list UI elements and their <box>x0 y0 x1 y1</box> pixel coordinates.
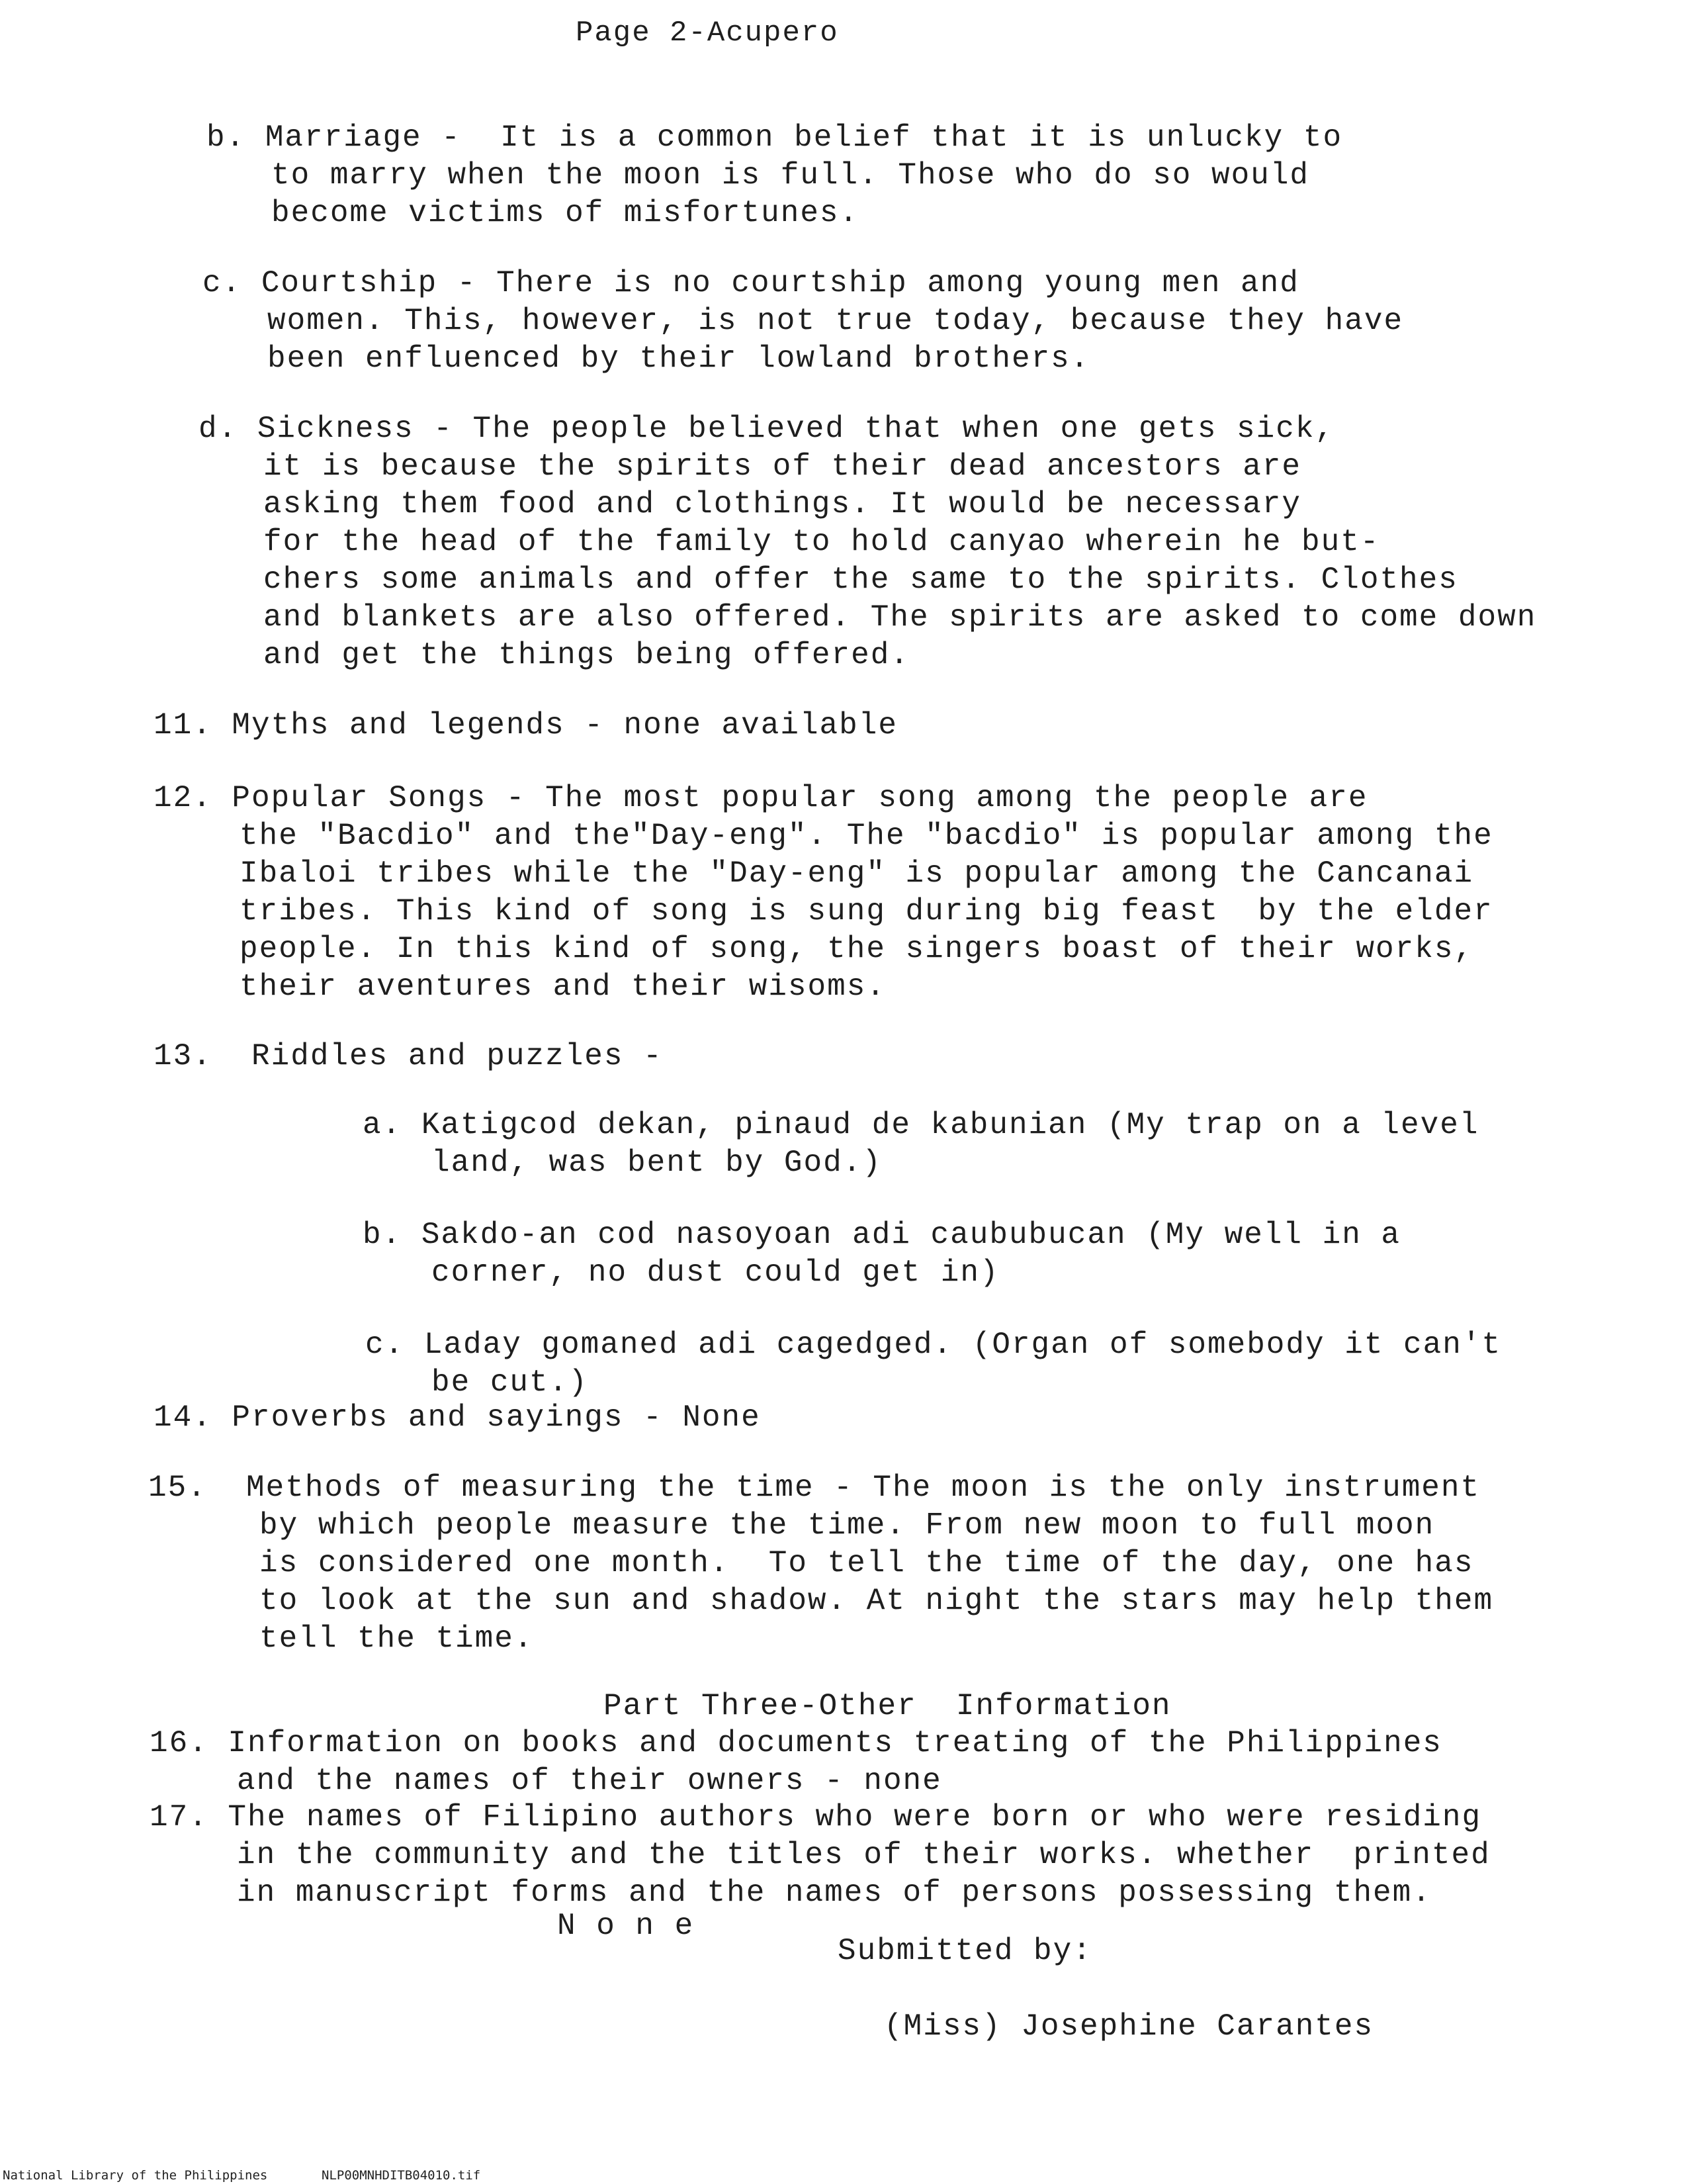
riddle-c-line-1: c. Laday gomaned adi cagedged. (Organ of somebody it can't <box>365 1328 1502 1362</box>
item-d-line-7: and get the things being offered. <box>263 638 910 672</box>
item-d-line-3: asking them food and clothings. It would be necessary <box>263 487 1302 522</box>
item-15-line-3: is considered one month. To tell the time of the day, one has <box>259 1546 1474 1580</box>
item-d-line-5: chers some animals and offer the same to the spirits. Clothes <box>263 563 1458 597</box>
item-d-line-4: for the head of the family to hold canyao wherein he but- <box>263 525 1380 559</box>
item-15-line-4: to look at the sun and shadow. At night the stars may help them <box>259 1584 1494 1618</box>
item-b-line-1: b. Marriage - It is a common belief that it is unlucky to <box>206 120 1343 155</box>
footer-library: National Library of the Philippines <box>3 2168 268 2183</box>
item-17-line-1: 17. The names of Filipino authors who were born or who were residing <box>150 1800 1482 1835</box>
item-d-line-1: d. Sickness - The people believed that when one gets sick, <box>198 412 1335 446</box>
item-13: 13. Riddles and puzzles - <box>153 1039 663 1073</box>
item-c-line-2: women. This, however, is not true today, because they have <box>267 304 1404 338</box>
riddle-a-line-2: land, was bent by God.) <box>431 1146 882 1180</box>
item-12-line-1: 12. Popular Songs - The most popular song among the people are <box>153 781 1368 815</box>
item-b-line-3: become victims of misfortunes. <box>271 196 859 230</box>
signature-name: (Miss) Josephine Carantes <box>884 2009 1374 2044</box>
item-11: 11. Myths and legends - none available <box>153 708 898 743</box>
item-d-line-6: and blankets are also offered. The spirits are asked to come down <box>263 600 1537 635</box>
item-d-line-2: it is because the spirits of their dead ancestors are <box>263 449 1302 484</box>
item-16-line-2: and the names of their owners - none <box>237 1764 942 1798</box>
riddle-c-line-2: be cut.) <box>431 1365 588 1400</box>
item-12-line-2: the "Bacdio" and the"Day-eng". The "bacdio" is popular among the <box>240 819 1493 853</box>
riddle-b-line-1: b. Sakdo-an cod nasoyoan adi caububucan (My well in a <box>363 1218 1401 1252</box>
item-12-line-5: people. In this kind of song, the singers boast of their works, <box>240 932 1474 966</box>
part-three-heading: Part Three-Other Information <box>603 1689 1172 1723</box>
item-17-line-3: in manuscript forms and the names of persons possessing them. <box>237 1876 1432 1910</box>
item-12-line-4: tribes. This kind of song is sung during big feast by the elder <box>240 894 1493 929</box>
item-c-line-3: been enfluenced by their lowland brothers. <box>267 341 1090 376</box>
item-b-line-2: to marry when the moon is full. Those who do so would <box>271 158 1310 193</box>
item-15-line-2: by which people measure the time. From new moon to full moon <box>259 1508 1435 1543</box>
submitted-by: Submitted by: <box>838 1934 1092 1968</box>
item-17-line-2: in the community and the titles of their works. whether printed <box>237 1838 1491 1872</box>
item-12-line-6: their aventures and their wisoms. <box>240 970 886 1004</box>
item-16-line-1: 16. Information on books and documents treating of the Philippines <box>150 1726 1442 1760</box>
none-text: N o n e <box>557 1909 695 1943</box>
item-15-line-1: 15. Methods of measuring the time - The moon is the only instrument <box>148 1471 1481 1505</box>
riddle-b-line-2: corner, no dust could get in) <box>431 1255 1000 1290</box>
item-c-line-1: c. Courtship - There is no courtship among young men and <box>202 266 1299 300</box>
item-12-line-3: Ibaloi tribes while the "Day-eng" is popular among the Cancanai <box>240 856 1474 891</box>
page-header: Page 2-Acupero <box>576 17 839 50</box>
riddle-a-line-1: a. Katigcod dekan, pinaud de kabunian (My trap on a level <box>363 1108 1479 1142</box>
item-15-line-5: tell the time. <box>259 1621 534 1656</box>
item-14: 14. Proverbs and sayings - None <box>153 1400 761 1435</box>
footer-filename: NLP00MNHDITB04010.tif <box>322 2168 481 2183</box>
